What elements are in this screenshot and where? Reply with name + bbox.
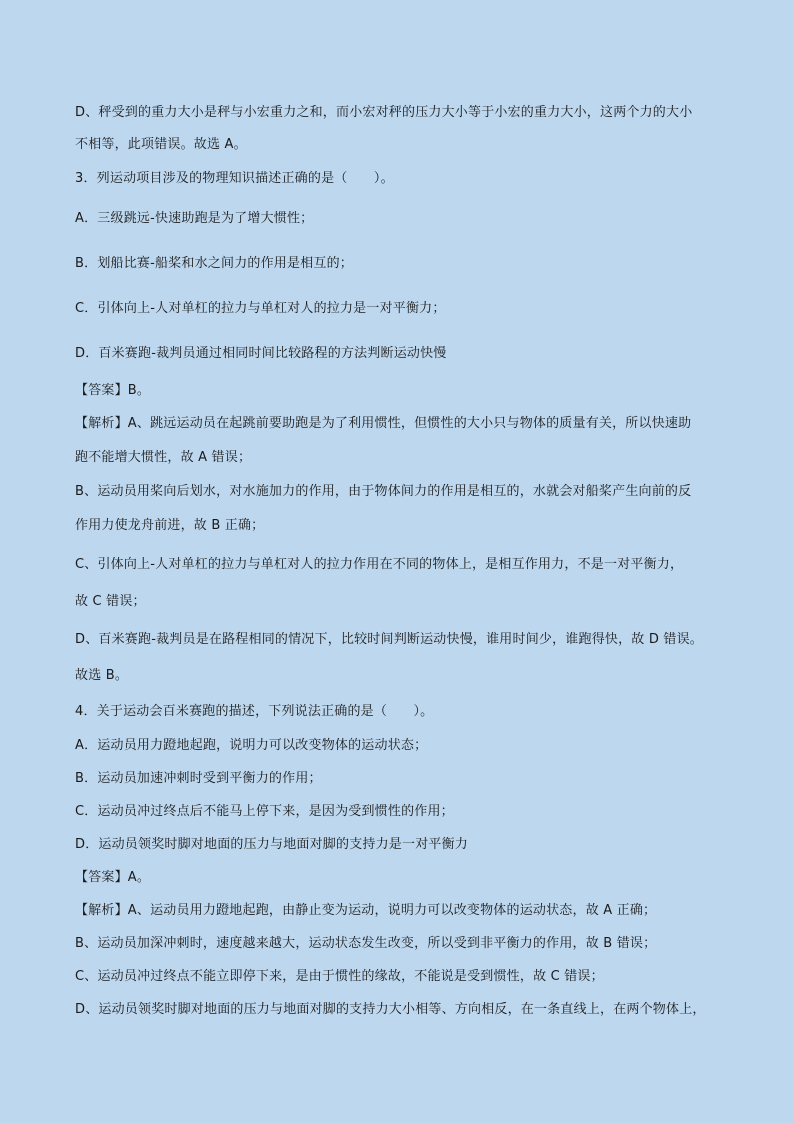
explanation-line: 故 C 错误； — [75, 594, 146, 609]
explanation-line: 作用力使龙舟前进，故 B 正确； — [75, 518, 265, 533]
answer-line: 【答案】B。 — [75, 383, 151, 398]
text-line: 不相等，此项错误。故选 A。 — [75, 137, 247, 152]
question-stem: 4．关于运动会百米赛跑的描述，下列说法正确的是（ ）。 — [75, 704, 434, 719]
option-b: B．运动员加速冲刺时受到平衡力的作用； — [75, 771, 322, 786]
explanation-line: C、运动员冲过终点不能立即停下来，是由于惯性的缘故，不能说是受到惯性，故 C 错误； — [75, 969, 604, 984]
option-b: B．划船比赛-船桨和水之间力的作用是相互的； — [75, 256, 354, 271]
conclusion-line: 故选 B。 — [75, 668, 129, 683]
explanation-line: B、运动员加深冲刺时，速度越来越大，运动状态发生改变，所以受到非平衡力的作用，故 B 错误； — [75, 936, 657, 951]
explanation-line: D、运动员领奖时脚对地面的压力与地面对脚的支持力大小相等、方向相反，在一条直线上，在两个物体上， — [75, 1002, 706, 1017]
explanation-line: D、百米赛跑-裁判员是在路程相同的情况下，比较时间判断运动快慢，谁用时间少，谁跑得快，故 D 错误。 — [75, 632, 703, 647]
option-d: D．运动员领奖时脚对地面的压力与地面对脚的支持力是一对平衡力 — [75, 837, 469, 852]
explanation-line: 【解析】A、跳远运动员在起跳前要助跑是为了利用惯性，但惯性的大小只与物体的质量有关，所以快速助 — [75, 416, 692, 431]
option-c: C．引体向上-人对单杠的拉力与单杠对人的拉力是一对平衡力； — [75, 301, 446, 316]
option-d: D．百米赛跑-裁判员通过相同时间比较路程的方法判断运动快慢 — [75, 346, 447, 361]
explanation-line: C、引体向上-人对单杠的拉力与单杠对人的拉力作用在不同的物体上，是相互作用力，不是一对平衡力， — [75, 557, 684, 572]
option-a: A．三级跳远-快速助跑是为了增大惯性； — [75, 211, 314, 226]
option-c: C．运动员冲过终点后不能马上停下来，是因为受到惯性的作用； — [75, 804, 454, 819]
answer-line: 【答案】A。 — [75, 870, 151, 885]
option-a: A．运动员用力蹬地起跑，说明力可以改变物体的运动状态； — [75, 738, 428, 753]
explanation-line: 跑不能增大惯性，故 A 错误； — [75, 450, 252, 465]
question-stem: 3．列运动项目涉及的物理知识描述正确的是（ ）。 — [75, 171, 394, 186]
text-line: D、秤受到的重力大小是秤与小宏重力之和，而小宏对秤的压力大小等于小宏的重力大小，这两个力的大小 — [75, 105, 693, 120]
explanation-line: 【解析】A、运动员用力蹬地起跑，由静止变为运动，说明力可以改变物体的运动状态，故 A 正确； — [75, 903, 657, 918]
explanation-line: B、运动员用桨向后划水，对水施加力的作用，由于物体间力的作用是相互的，水就会对船桨产生向前的反 — [75, 484, 692, 499]
